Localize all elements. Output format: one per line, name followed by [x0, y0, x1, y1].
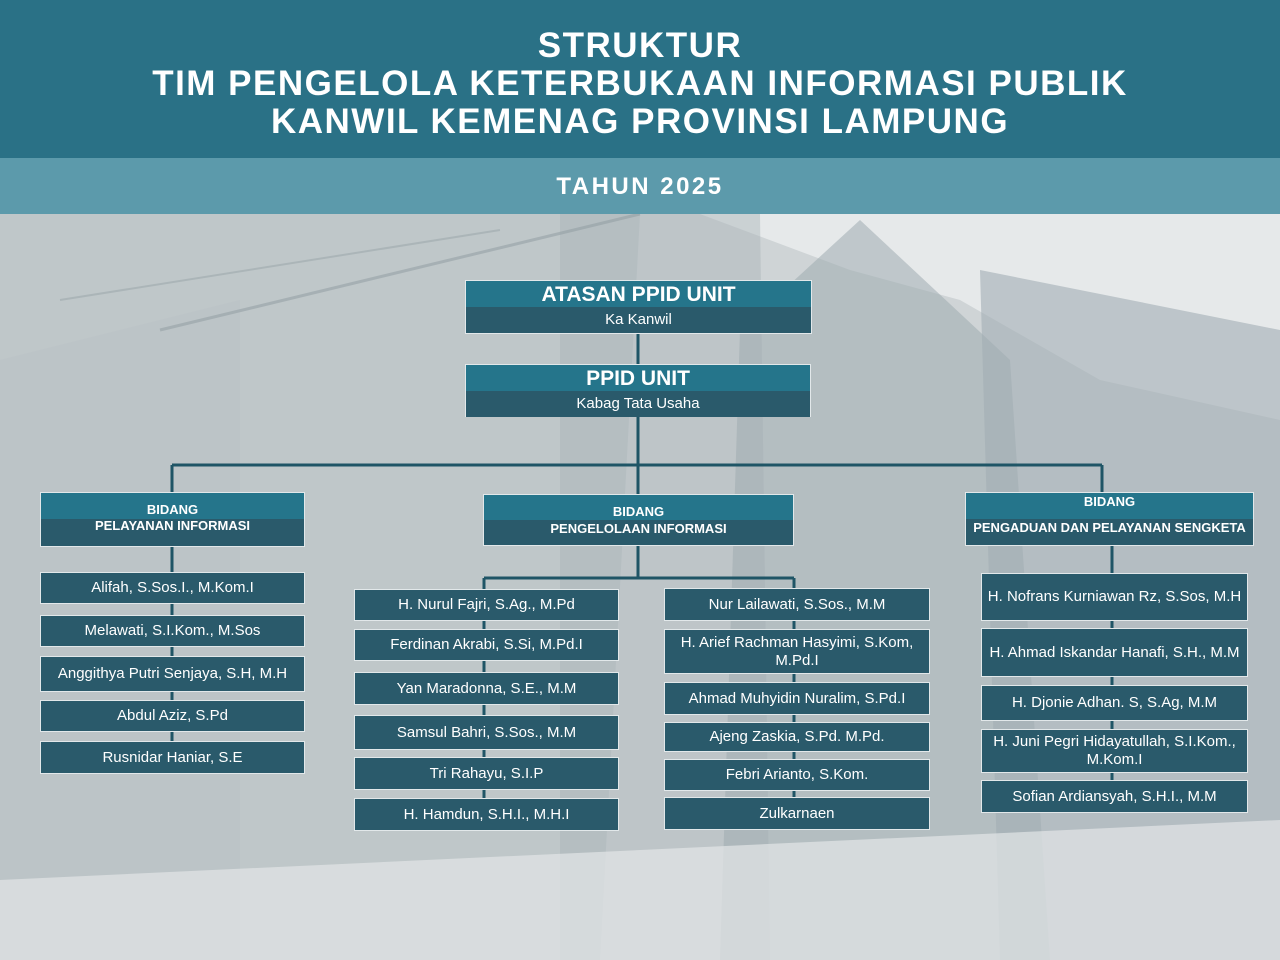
bidang-pengaduan-box [965, 492, 1254, 546]
bidang-pengaduan-name: PENGADUAN DAN PELAYANAN SENGKETA [966, 519, 1253, 545]
member-box: Nur Lailawati, S.Sos., M.M [664, 588, 930, 621]
bidang-pengaduan-label: BIDANG [966, 493, 1253, 519]
member-box: Tri Rahayu, S.I.P [354, 757, 619, 790]
member-box: Ajeng Zaskia, S.Pd. M.Pd. [664, 722, 930, 752]
member-box: H. Arief Rachman Hasyimi, S.Kom, M.Pd.I [664, 629, 930, 674]
member-box: Yan Maradonna, S.E., M.M [354, 672, 619, 705]
member-box: H. Nofrans Kurniawan Rz, S.Sos, M.H [981, 573, 1248, 621]
member-box: H. Nurul Fajri, S.Ag., M.Pd [354, 589, 619, 621]
bidang-pengelolaan-name: PENGELOLAAN INFORMASI [484, 520, 793, 545]
atasan-ppid-role: Ka Kanwil [466, 307, 811, 333]
ppid-unit-heading: PPID UNIT [466, 365, 810, 391]
member-box: Zulkarnaen [664, 797, 930, 830]
member-box: Febri Arianto, S.Kom. [664, 759, 930, 791]
ppid-unit-box [465, 364, 811, 417]
member-box: Abdul Aziz, S.Pd [40, 700, 305, 732]
member-box: Ahmad Muhyidin Nuralim, S.Pd.I [664, 682, 930, 715]
member-box: Rusnidar Haniar, S.E [40, 741, 305, 774]
atasan-ppid-heading: ATASAN PPID UNIT [466, 281, 811, 307]
ppid-unit-role: Kabag Tata Usaha [466, 391, 810, 417]
member-box: H. Hamdun, S.H.I., M.H.I [354, 798, 619, 831]
member-box: H. Ahmad Iskandar Hanafi, S.H., M.M [981, 628, 1248, 677]
title-line-3: KANWIL KEMENAG PROVINSI LAMPUNG [270, 102, 1010, 141]
bidang-pelayanan-box [40, 492, 305, 547]
member-box: Melawati, S.I.Kom., M.Sos [40, 615, 305, 647]
member-box: Anggithya Putri Senjaya, S.H, M.H [40, 656, 305, 692]
bidang-pelayanan-label: BIDANG [41, 493, 304, 519]
year-label: TAHUN 2025 [556, 173, 724, 200]
title-line-1: STRUKTUR [537, 26, 743, 65]
atasan-ppid-box [465, 280, 812, 334]
bidang-pelayanan-name: PELAYANAN INFORMASI [41, 519, 304, 546]
member-box: H. Djonie Adhan. S, S.Ag, M.M [981, 685, 1248, 721]
member-box: Alifah, S.Sos.I., M.Kom.I [40, 572, 305, 604]
bidang-pengelolaan-box [483, 494, 794, 546]
member-box: Samsul Bahri, S.Sos., M.M [354, 715, 619, 750]
title-line-2: TIM PENGELOLA KETERBUKAAN INFORMASI PUBLIK [152, 64, 1128, 103]
bidang-pengelolaan-label: BIDANG [484, 495, 793, 520]
member-box: Ferdinan Akrabi, S.Si, M.Pd.I [354, 629, 619, 661]
member-box: Sofian Ardiansyah, S.H.I., M.M [981, 780, 1248, 813]
member-box: H. Juni Pegri Hidayatullah, S.I.Kom., M.Kom.I [981, 729, 1248, 773]
